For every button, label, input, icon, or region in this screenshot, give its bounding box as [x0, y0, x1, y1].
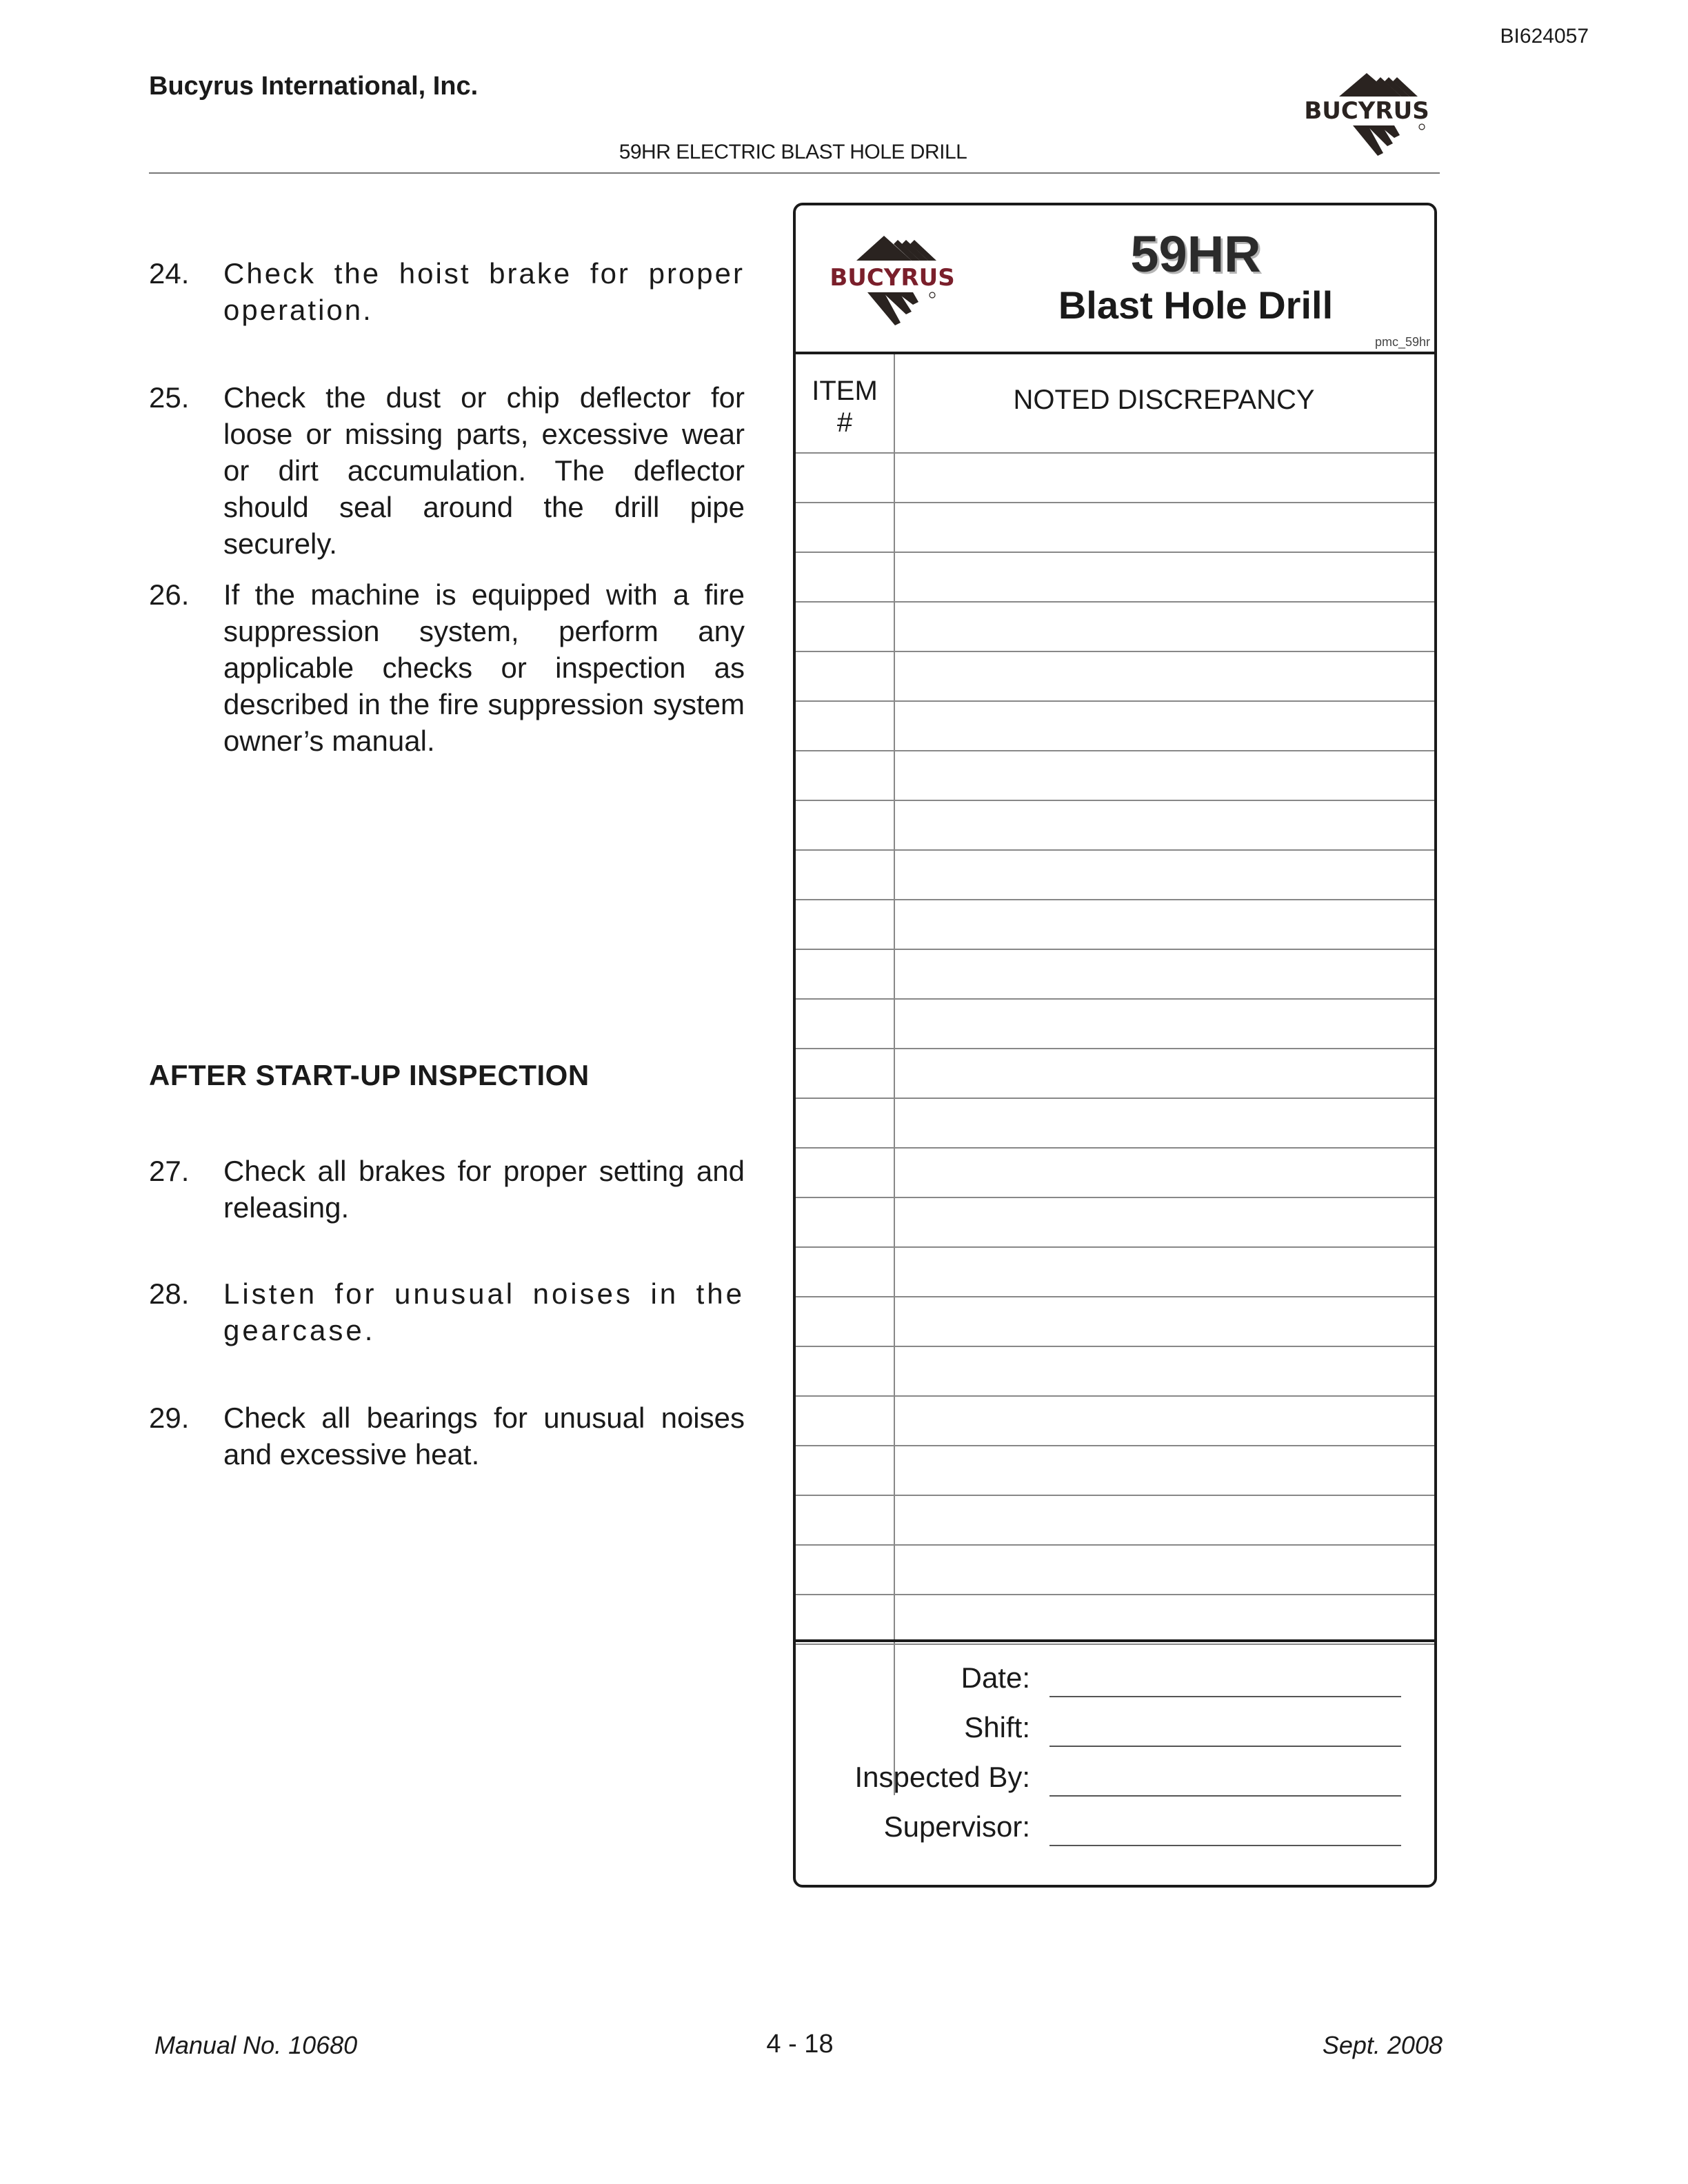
item-text: Check the hoist brake for proper operation.: [223, 257, 745, 326]
manual-number: Manual No. 10680: [154, 2031, 358, 2059]
shift-label: Shift:: [964, 1711, 1030, 1743]
column-header-item-label: ITEM: [812, 376, 878, 406]
page-number: 4 - 18: [766, 2030, 834, 2059]
inspected-by-label: Inspected By:: [854, 1761, 1030, 1793]
header-divider: [149, 172, 1440, 174]
checklist-item-25: [149, 379, 745, 562]
table-row[interactable]: [796, 1149, 1434, 1198]
table-row[interactable]: [796, 1546, 1434, 1595]
document-subtitle: 59HR ELECTRIC BLAST HOLE DRILL: [619, 141, 967, 163]
company-name: Bucyrus International, Inc.: [149, 72, 479, 101]
checklist-item-27: [149, 1153, 745, 1226]
publication-date: Sept. 2008: [1322, 2031, 1443, 2059]
checklist-item-24: [149, 255, 745, 328]
table-header: [796, 354, 1434, 454]
table-row[interactable]: [796, 1595, 1434, 1645]
section-heading: AFTER START-UP INSPECTION: [149, 1059, 590, 1091]
item-number: 26.: [149, 578, 190, 611]
table-row[interactable]: [796, 603, 1434, 652]
item-text: Check all brakes for proper setting and releasing.: [223, 1155, 745, 1224]
item-text: Listen for unusual noises in the gearcase.: [223, 1277, 745, 1346]
table-row[interactable]: [796, 851, 1434, 900]
table-row[interactable]: [796, 900, 1434, 950]
discrepancy-table: [796, 354, 1434, 1695]
inspected-by-field[interactable]: [796, 1761, 1434, 1802]
inspection-card: [793, 203, 1437, 1888]
table-row[interactable]: [796, 1099, 1434, 1149]
table-row[interactable]: [796, 702, 1434, 751]
item-number: 28.: [149, 1277, 190, 1310]
supervisor-line[interactable]: [1049, 1845, 1401, 1846]
card-header: [796, 205, 1434, 354]
shift-line[interactable]: [1049, 1746, 1401, 1747]
item-text: Check all bearings for unusual noises and excessive heat.: [223, 1402, 745, 1470]
table-row[interactable]: [796, 1198, 1434, 1248]
checklist-item-28: [149, 1275, 745, 1348]
table-row[interactable]: [796, 1000, 1434, 1049]
table-row[interactable]: [796, 1496, 1434, 1546]
document-id: BI624057: [1500, 25, 1589, 48]
column-header-discrepancy: NOTED DISCREPANCY: [1013, 385, 1315, 415]
column-header-item: [796, 354, 894, 452]
table-row[interactable]: [796, 503, 1434, 553]
signature-section: [796, 1639, 1434, 1843]
item-text: Check the dust or chip deflector for loose or missing parts, excessive wear or dirt accumulation. The deflector should seal around the drill pipe securely.: [223, 381, 745, 560]
logo-wordmark: BUCYRUS: [830, 264, 955, 292]
shift-field[interactable]: [796, 1711, 1434, 1752]
date-line[interactable]: [1049, 1696, 1401, 1697]
item-text: If the machine is equipped with a fire suppression system, perform any applicable checks or inspection as described in the fire suppression system owner’s manual.: [223, 578, 745, 757]
logo-wordmark: BUCYRUS: [1304, 97, 1429, 125]
column-header-item-symbol: #: [836, 407, 853, 438]
date-field[interactable]: [796, 1661, 1434, 1703]
card-code: pmc_59hr: [1374, 335, 1430, 349]
table-row[interactable]: [796, 1049, 1434, 1099]
table-row[interactable]: [796, 553, 1434, 603]
bucyrus-logo: [1291, 69, 1443, 160]
supervisor-label: Supervisor:: [883, 1810, 1030, 1843]
card-model: 59HR: [1130, 225, 1261, 283]
table-row[interactable]: [796, 1397, 1434, 1446]
table-row[interactable]: [796, 652, 1434, 702]
item-number: 25.: [149, 381, 190, 414]
table-row[interactable]: [796, 1446, 1434, 1496]
item-number: 24.: [149, 257, 190, 290]
date-label: Date:: [961, 1661, 1030, 1694]
item-number: 27.: [149, 1155, 190, 1187]
inspected-by-line[interactable]: [1049, 1795, 1401, 1797]
table-row[interactable]: [796, 751, 1434, 801]
table-row[interactable]: [796, 1248, 1434, 1297]
table-row[interactable]: [796, 801, 1434, 851]
checklist-item-26: [149, 576, 745, 759]
checklist-item-29: [149, 1399, 745, 1473]
table-row[interactable]: [796, 454, 1434, 503]
table-row[interactable]: [796, 1297, 1434, 1347]
supervisor-field[interactable]: [796, 1810, 1434, 1852]
table-row[interactable]: [796, 1347, 1434, 1397]
table-row[interactable]: [796, 950, 1434, 1000]
item-number: 29.: [149, 1402, 190, 1434]
card-title: Blast Hole Drill: [1058, 283, 1334, 327]
bucyrus-logo: [815, 233, 969, 330]
